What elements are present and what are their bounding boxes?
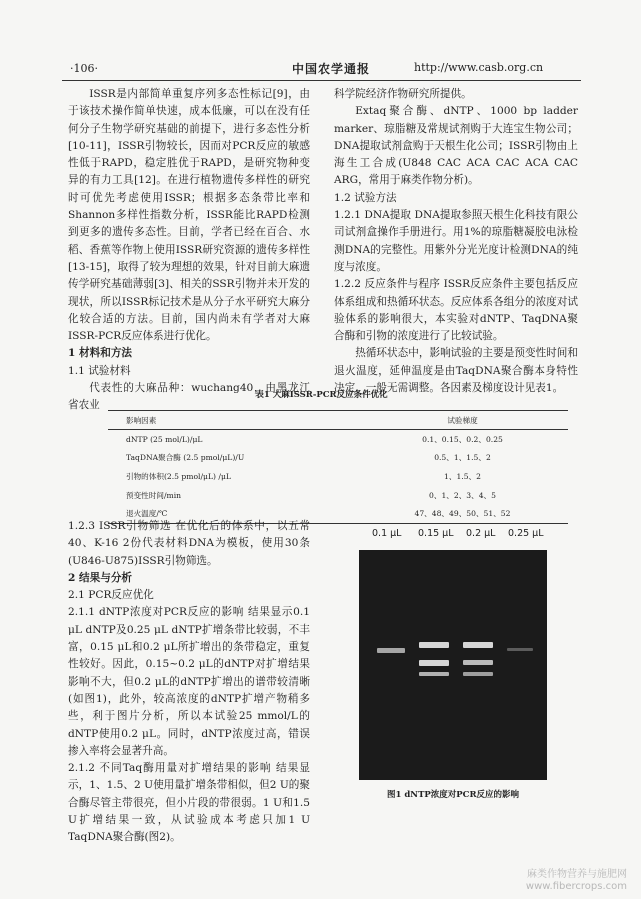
table-cell: 退火温度/℃ <box>108 504 357 523</box>
paragraph-issr-intro: ISSR是内部简单重复序列多态性标记[9]，由于该技术操作简单快速，成本低廉，可以在没有任何分子生物学研究基础的前提下，进行多态性分析[10-11]，ISSR引物较长，因而对PCR反应的敏感性低于RAPD，稳定胜优于RAPD，是研究物种变异的有力工具[12]。在进行植物遗传多样性的研究时可优先考虑使用ISSR；根据多态条带比率和Shannon多样性指数分析，ISSR能比RAPD检测到更多的遗传多态性。目前，学者已经在百合、水稻、香蕉等作物上使用ISSR研究资源的遗传多样性[13-15]，取得了较为理想的效果，针对目前大麻遗传学研究基础薄弱[3]、相关的SSR引物并未开发的现状，所以ISSR标记技术是从分子水平研究大麻分化较合适的方法。目前，国内尚未有学者对大麻ISSR-PCR反应体系进行优化。 <box>68 88 310 343</box>
subsection-heading-pcr-optimization: 2.1 PCR反应优化 <box>68 589 154 602</box>
lane-label: 0.1 μL <box>372 528 402 539</box>
gel-band <box>507 648 533 651</box>
table-row <box>108 449 568 468</box>
gel-band <box>463 642 493 648</box>
table-header-gradient: 试验梯度 <box>357 411 568 430</box>
table-cell: 1、1.5、2 <box>444 471 481 481</box>
table-cell: TaqDNA聚合酶 (2.5 pmol/μL)/U <box>126 453 245 463</box>
table-cell: 47、48、49、50、51、52 <box>357 504 568 523</box>
gel-band <box>463 660 493 665</box>
lane-label: 0.2 μL <box>466 528 496 539</box>
left-column-bottom <box>68 518 310 847</box>
paragraph-thermal-cycle: 热循环状态中，影响试验的主要是预变性时间和退火温度，延伸温度是由TaqDNA聚合酶本身特性决定，一般无需调整。各因素及梯度设计见表1。 <box>334 347 578 395</box>
page-number: ·106· <box>70 62 98 75</box>
watermark-line: 麻类作物营养与施肥网 <box>527 869 627 880</box>
gel-band <box>419 672 449 676</box>
paragraph-taq-effect: 2.1.2 不同Taq酶用量对扩增结果的影响 结果显示，1、1.5、2 U使用量扩增条带相似，但2 U的聚合酶尽管主带很亮，但小片段的带很弱。1 U和1.5 U扩增结果一致，从试验成本考虑只加1 U TaqDNA聚合酶(图2)。 <box>68 762 310 844</box>
right-column-top <box>334 86 578 397</box>
lane-label: 0.15 μL <box>418 528 454 539</box>
subsection-heading-materials: 1.1 试验材料 <box>68 364 131 377</box>
left-column-top <box>68 86 310 415</box>
paragraph-reagents: Extaq聚合酶、dNTP、1000 bp ladder marker、琼脂糖及常规试剂购于大连宝生物公司；DNA提取试剂盒购于天根生化公司；ISSR引物由上海生工合成(U848 CAC ACA CAC ACA CAC ARG，常用于麻类作物分析)。 <box>334 105 578 187</box>
figure1-caption: 图1 dNTP浓度对PCR反应的影响 <box>386 790 520 800</box>
gel-band <box>419 642 449 648</box>
journal-url: http://www.casb.org.cn <box>414 61 544 74</box>
gel-band <box>377 648 405 653</box>
paragraph-dntp-effect: 2.1.1 dNTP浓度对PCR反应的影响 结果显示0.1 μL dNTP及0.25 μL dNTP扩增条带比较弱，不丰富，0.15 μL和0.2 μL所扩增出的条带稳定，重复性较好。因此，0.15~0.2 μL的dNTP对扩增结果影响不大，但0.2 μL的dNTP扩增出的谱带较清晰(如图1)，此外，较高浓度的dNTP扩增产物稍多些，利于图片分析，所以本试验25 mmol/L的dNTP使用0.2 μL。同时，dNTP浓度过高，错误掺入率将会显著升高。 <box>68 606 310 757</box>
watermark-line: www.fibercrops.com <box>525 881 627 892</box>
gel-band <box>463 672 493 676</box>
site-watermark <box>526 869 627 893</box>
table-row <box>108 486 568 505</box>
section-heading-results: 2 结果与分析 <box>68 571 133 584</box>
gel-band <box>419 660 449 666</box>
table-row <box>108 430 568 449</box>
section-heading-methods: 1 材料和方法 <box>68 347 133 360</box>
table-cell: 引物的体积(2.5 pmol/μL) /μL <box>126 471 231 481</box>
paragraph-materials-cont: 科学院经济作物研究所提供。 <box>334 88 472 100</box>
table-cell: 0.1、0.15、0.2、0.25 <box>422 434 503 444</box>
gel-electrophoresis-image <box>359 550 547 780</box>
table-header-row <box>108 411 568 430</box>
table-cell: 0.5、1、1.5、2 <box>434 453 491 463</box>
paragraph-dna-extraction: 1.2.1 DNA提取 DNA提取参照天根生化科技有限公司试剂盒操作手册进行。用1%的琼脂糖凝胶电泳检测DNA的完整性。用紫外分光光度计检测DNA的纯度与浓度。 <box>334 209 578 273</box>
table-cell: dNTP (25 mol/L)/μL <box>126 434 203 444</box>
header-rule <box>62 80 581 81</box>
subsection-heading-methods: 1.2 试验方法 <box>334 191 397 204</box>
paragraph-primer-screening: 1.2.3 ISSR引物筛选 在优化后的体系中，以五常40、K-16 2份代表材料DNA为模板，使用30条(U846-U875)ISSR引物筛选。 <box>68 520 310 567</box>
journal-name: 中国农学通报 <box>292 62 371 76</box>
paragraph-reaction-conditions: 1.2.2 反应条件与程序 ISSR反应条件主要包括反应体系组成和热循环状态。反应体系各组分的浓度对试验体系的影响很大，本实验对dNTP、TaqDNA聚合酶和引物的浓度进行了比较试验。 <box>334 278 578 343</box>
lane-label: 0.25 μL <box>508 528 544 539</box>
table-cell: 0、1、2、3、4、5 <box>429 490 496 500</box>
table-header-factor: 影响因素 <box>108 411 357 430</box>
table-cell: 预变性时间/min <box>126 490 182 500</box>
running-header <box>62 58 581 80</box>
table1-caption: 表1 大麻ISSR-PCR反应条件优化 <box>255 390 388 400</box>
table1 <box>108 410 568 524</box>
paragraph-materials: 代表性的大麻品种：wuchang40，由黑龙江省农业 <box>68 382 310 412</box>
table-row <box>108 467 568 486</box>
